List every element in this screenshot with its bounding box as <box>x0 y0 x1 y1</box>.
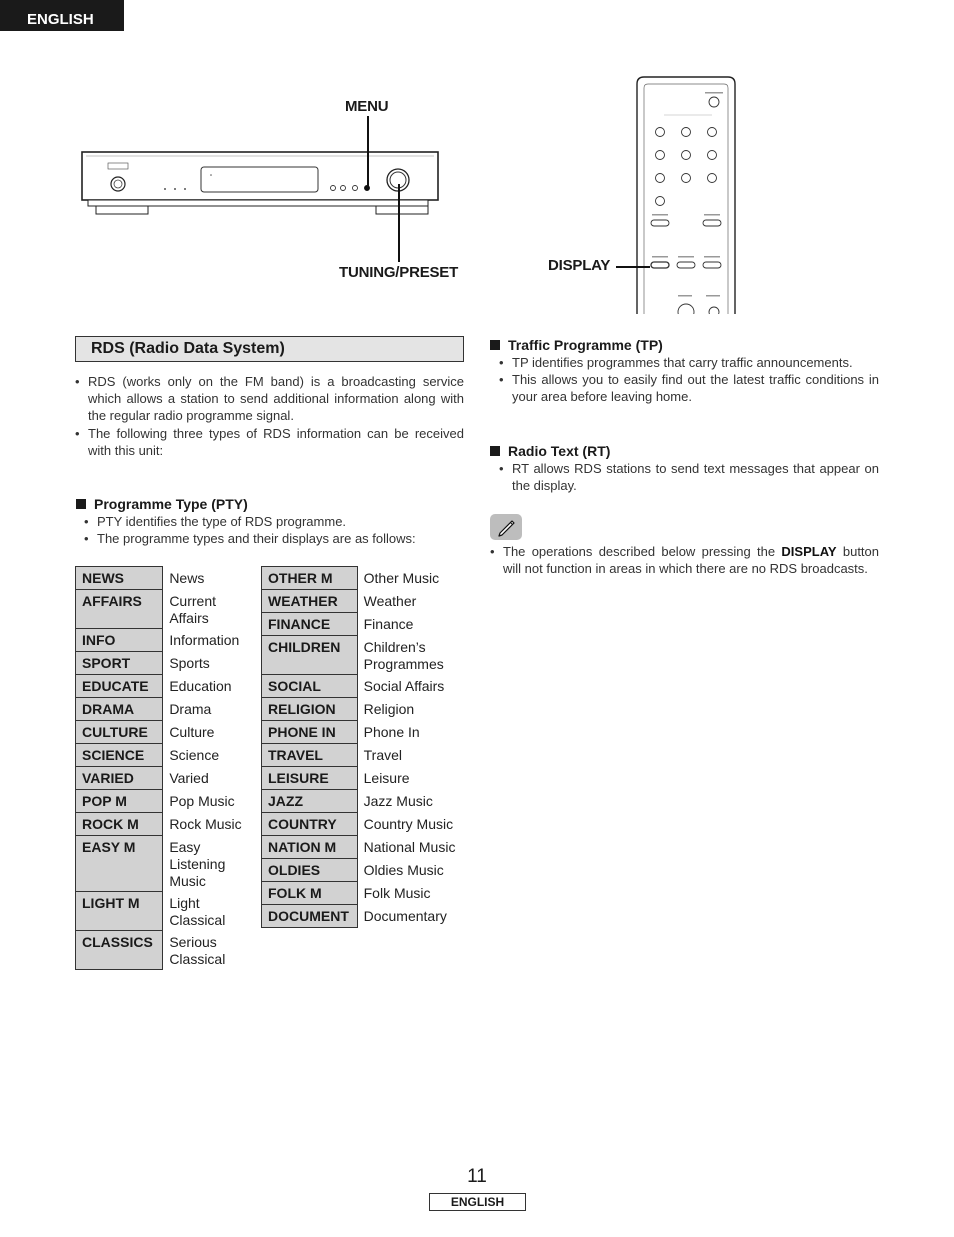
pty-code: DRAMA <box>76 698 163 721</box>
pty-code: NATION M <box>262 836 358 859</box>
tuner-illustration <box>80 148 442 218</box>
pty-row <box>262 767 461 790</box>
pty-row <box>76 629 245 652</box>
pty-row <box>76 698 245 721</box>
pty-description: Sports <box>169 654 210 671</box>
pty-row <box>76 790 245 813</box>
pty-description: Folk Music <box>363 884 431 901</box>
pty-description: Phone In <box>363 723 420 740</box>
pty-code: OTHER M <box>262 567 358 590</box>
note-bullet: • The operations described below pressing the DISPLAY button will not function in areas in which there are no RDS broadcasts. <box>490 544 879 576</box>
pty-description: Easy Listening Music <box>169 838 226 889</box>
tuning-preset-callout-label: TUNING/PRESET <box>339 264 459 281</box>
pty-row <box>262 905 461 928</box>
pty-code: CULTURE <box>76 721 163 744</box>
pty-description: Religion <box>363 700 415 717</box>
pencil-note-icon <box>490 514 522 540</box>
pty-description: News <box>169 569 205 586</box>
pty-code: CLASSICS <box>76 931 163 970</box>
pty-row <box>262 882 461 905</box>
pty-code: SOCIAL <box>262 675 358 698</box>
pty-row <box>76 767 245 790</box>
tp-heading: Traffic Programme (TP) <box>490 336 663 354</box>
pty-code: VARIED <box>76 767 163 790</box>
pty-code: SPORT <box>76 652 163 675</box>
footer-language-tag: ENGLISH <box>429 1193 526 1211</box>
pty-row <box>262 744 461 767</box>
pty-code: RELIGION <box>262 698 358 721</box>
pty-code: OLDIES <box>262 859 358 882</box>
pty-code: CHILDREN <box>262 636 358 675</box>
pty-code: COUNTRY <box>262 813 358 836</box>
pty-code: LEISURE <box>262 767 358 790</box>
tp-bullet-2: • This allows you to easily find out the latest traffic conditions in your area before leaving home. <box>499 372 879 404</box>
remote-illustration <box>634 74 738 314</box>
pty-code: POP M <box>76 790 163 813</box>
rt-heading: Radio Text (RT) <box>490 442 610 460</box>
pty-code: EASY M <box>76 836 163 892</box>
display-callout-line <box>616 266 650 268</box>
pty-code: TRAVEL <box>262 744 358 767</box>
pty-description: Other Music <box>363 569 440 586</box>
pty-row <box>76 652 245 675</box>
pty-description: Leisure <box>363 769 410 786</box>
pty-description: Oldies Music <box>363 861 444 878</box>
language-tab: ENGLISH <box>0 0 124 31</box>
pty-heading: Programme Type (PTY) <box>76 495 248 513</box>
pty-description: Weather <box>363 592 417 609</box>
pty-row <box>262 567 461 590</box>
pty-description: Finance <box>363 615 414 632</box>
pty-code: NEWS <box>76 567 163 590</box>
page-number: 11 <box>467 1166 487 1187</box>
pty-code: EDUCATE <box>76 675 163 698</box>
pty-description: Jazz Music <box>363 792 433 809</box>
pty-code: WEATHER <box>262 590 358 613</box>
pty-description: Current Affairs <box>169 592 216 626</box>
pty-description: Drama <box>169 700 212 717</box>
pty-row <box>262 675 461 698</box>
pty-row <box>262 836 461 859</box>
pty-description: Country Music <box>363 815 454 832</box>
pty-description: Information <box>169 631 240 648</box>
pty-bullet-1: • PTY identifies the type of RDS programme. <box>84 514 347 529</box>
pty-code: LIGHT M <box>76 892 163 931</box>
pty-row <box>262 613 461 636</box>
rds-section-title: RDS (Radio Data System) <box>75 336 464 362</box>
pty-code: PHONE IN <box>262 721 358 744</box>
pty-description: Social Affairs <box>363 677 445 694</box>
pty-row <box>262 636 461 675</box>
menu-callout-label: MENU <box>345 98 389 115</box>
pty-row <box>262 590 461 613</box>
pty-code: AFFAIRS <box>76 590 163 629</box>
pty-code: FOLK M <box>262 882 358 905</box>
pty-row <box>76 836 245 892</box>
pty-code: ROCK M <box>76 813 163 836</box>
pty-table-right <box>261 566 461 928</box>
rt-bullet-1: • RT allows RDS stations to send text messages that appear on the display. <box>499 461 879 493</box>
tuning-callout-line <box>398 184 400 262</box>
pty-code: SCIENCE <box>76 744 163 767</box>
rds-intro-bullet-1: • RDS (works only on the FM band) is a broadcasting service which allows a station to send additional information along with the regular radio programme signal. <box>75 374 464 423</box>
display-keyword: DISPLAY <box>781 544 837 559</box>
pty-description: Children’s Programmes <box>363 638 444 672</box>
pty-description: Pop Music <box>169 792 235 809</box>
pty-code: DOCUMENT <box>262 905 358 928</box>
tp-bullet-1: • TP identifies programmes that carry traffic announcements. <box>499 355 853 370</box>
pty-row <box>76 813 245 836</box>
pty-row <box>262 721 461 744</box>
pty-code: FINANCE <box>262 613 358 636</box>
menu-callout-line <box>367 116 369 187</box>
pty-row <box>76 892 245 931</box>
pty-description: Documentary <box>363 907 447 924</box>
pty-description: Varied <box>169 769 209 786</box>
pty-row <box>262 698 461 721</box>
pty-description: National Music <box>363 838 456 855</box>
square-bullet-icon <box>490 446 500 456</box>
pty-bullet-2: • The programme types and their displays are as follows: <box>84 531 416 546</box>
pty-row <box>76 744 245 767</box>
pty-description: Education <box>169 677 232 694</box>
pty-description: Serious Classical <box>169 933 226 967</box>
pty-row <box>76 721 245 744</box>
pty-description: Science <box>169 746 220 763</box>
square-bullet-icon <box>490 340 500 350</box>
pty-row <box>76 675 245 698</box>
pty-description: Rock Music <box>169 815 242 832</box>
pty-row <box>262 790 461 813</box>
pty-code: INFO <box>76 629 163 652</box>
pty-row <box>262 813 461 836</box>
pty-description: Culture <box>169 723 215 740</box>
pty-row <box>76 567 245 590</box>
pty-row <box>76 590 245 629</box>
pty-description: Travel <box>363 746 403 763</box>
rds-intro-bullet-2: • The following three types of RDS information can be received with this unit: <box>75 426 464 458</box>
pty-row <box>262 859 461 882</box>
display-callout-label: DISPLAY <box>548 257 611 274</box>
pty-row <box>76 931 245 970</box>
pty-table-left <box>75 566 245 970</box>
pty-code: JAZZ <box>262 790 358 813</box>
pty-description: Light Classical <box>169 894 226 928</box>
square-bullet-icon <box>76 499 86 509</box>
